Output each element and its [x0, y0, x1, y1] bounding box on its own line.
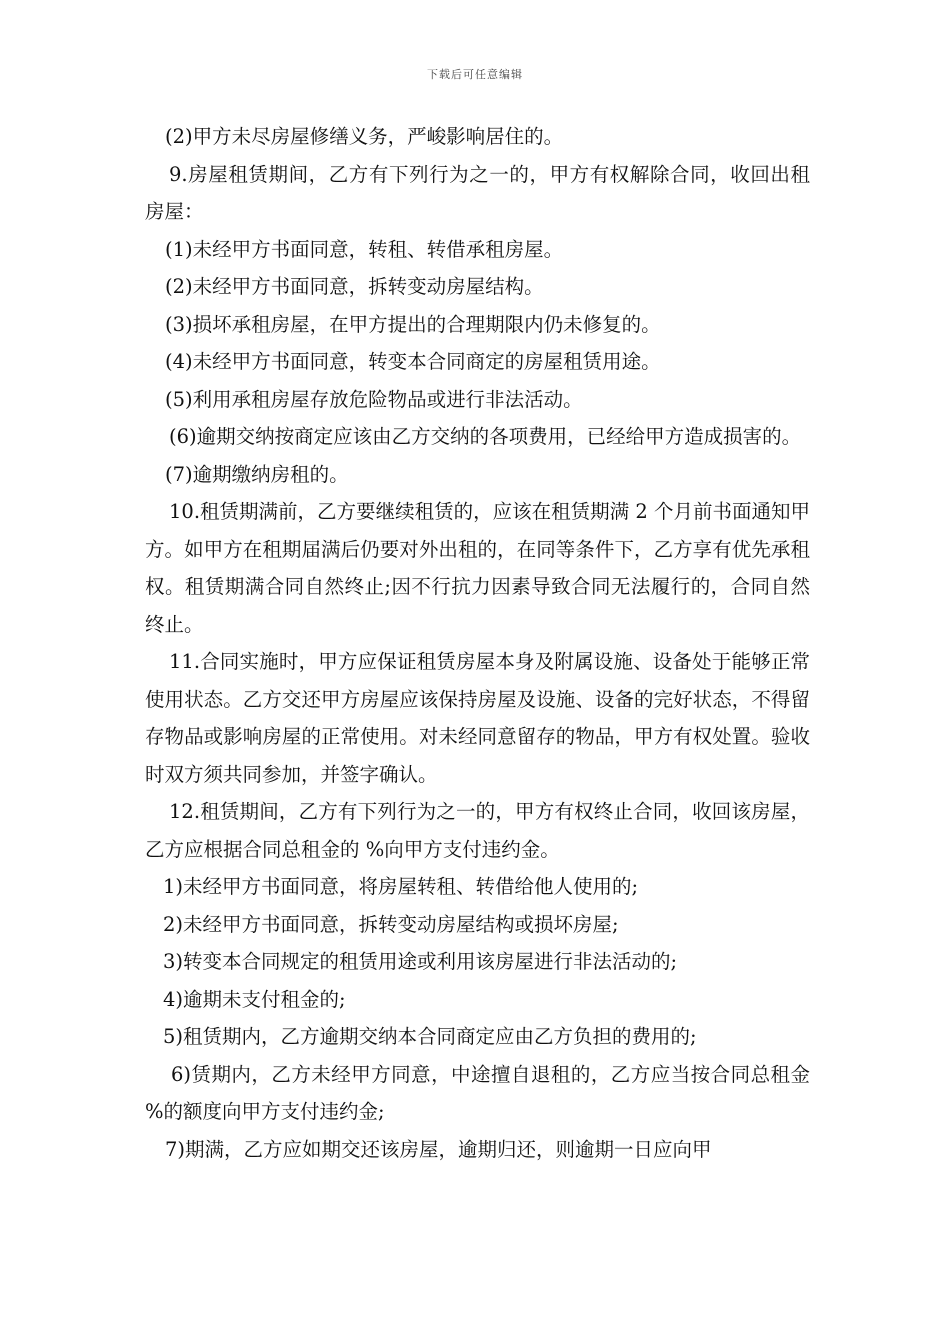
- paragraph-12-4: 4)逾期未支付租金的;: [163, 987, 346, 1011]
- paragraph-10: 10.租赁期满前，乙方要继续租赁的，应该在租赁期满 2 个月前书面通知甲方。如甲方在租期届满后仍要对外出租的，在同等条件下，乙方享有优先承租权。租赁期满合同自然终止;因不行抗力因素导致合同无法履行的，合同自然终止。: [145, 500, 810, 636]
- paragraph-9-5: (5)利用承租房屋存放危险物品或进行非法活动。: [165, 387, 583, 411]
- paragraph-9-3: (3)损坏承租房屋，在甲方提出的合理期限内仍未修复的。: [165, 312, 661, 336]
- page-header: 下载后可任意编辑: [427, 68, 523, 81]
- paragraph-9: 9.房屋租赁期间，乙方有下列行为之一的，甲方有权解除合同，收回出租房屋：: [145, 162, 810, 223]
- paragraph-9-1: (1)未经甲方书面同意，转租、转借承租房屋。: [165, 237, 564, 261]
- paragraph-12: 12.租赁期间，乙方有下列行为之一的，甲方有权终止合同，收回该房屋，乙方应根据合同总租金的 %向甲方支付违约金。: [145, 800, 810, 861]
- paragraph-12-3: 3)转变本合同规定的租赁用途或利用该房屋进行非法活动的;: [163, 950, 678, 973]
- paragraph-12-7: 7)期满，乙方应如期交还该房屋，逾期归还，则逾期一日应向甲: [165, 1137, 712, 1161]
- paragraph-11: 11.合同实施时，甲方应保证租赁房屋本身及附属设施、设备处于能够正常使用状态。乙方交还甲方房屋应该保持房屋及设施、设备的完好状态，不得留存物品或影响房屋的正常使用。对未经同意留存的物品，甲方有权处置。验收时双方须共同参加，并签字确认。: [145, 650, 810, 786]
- paragraph-9-2: (2)未经甲方书面同意，拆转变动房屋结构。: [165, 275, 544, 298]
- paragraph-12-5: 5)租赁期内，乙方逾期交纳本合同商定应由乙方负担的费用的;: [163, 1025, 697, 1048]
- paragraph-12-2: 2)未经甲方书面同意，拆转变动房屋结构或损坏房屋;: [163, 912, 619, 936]
- paragraph-9-7: (7)逾期缴纳房租的。: [165, 462, 349, 486]
- paragraph-12-1: 1)未经甲方书面同意，将房屋转租、转借给他人使用的;: [163, 875, 639, 898]
- paragraph-9-4: (4)未经甲方书面同意，转变本合同商定的房屋租赁用途。: [165, 350, 661, 373]
- document-body: [145, 118, 810, 1168]
- paragraph-9-6: (6)逾期交纳按商定应该由乙方交纳的各项费用，已经给甲方造成损害的。: [169, 425, 802, 448]
- paragraph-8-2: (2)甲方未尽房屋修缮义务，严峻影响居住的。: [165, 125, 564, 148]
- paragraph-12-6: 6)赁期内，乙方未经甲方同意，中途擅自退租的，乙方应当按合同总租金 %的额度向甲方支付违约金;: [145, 1062, 810, 1123]
